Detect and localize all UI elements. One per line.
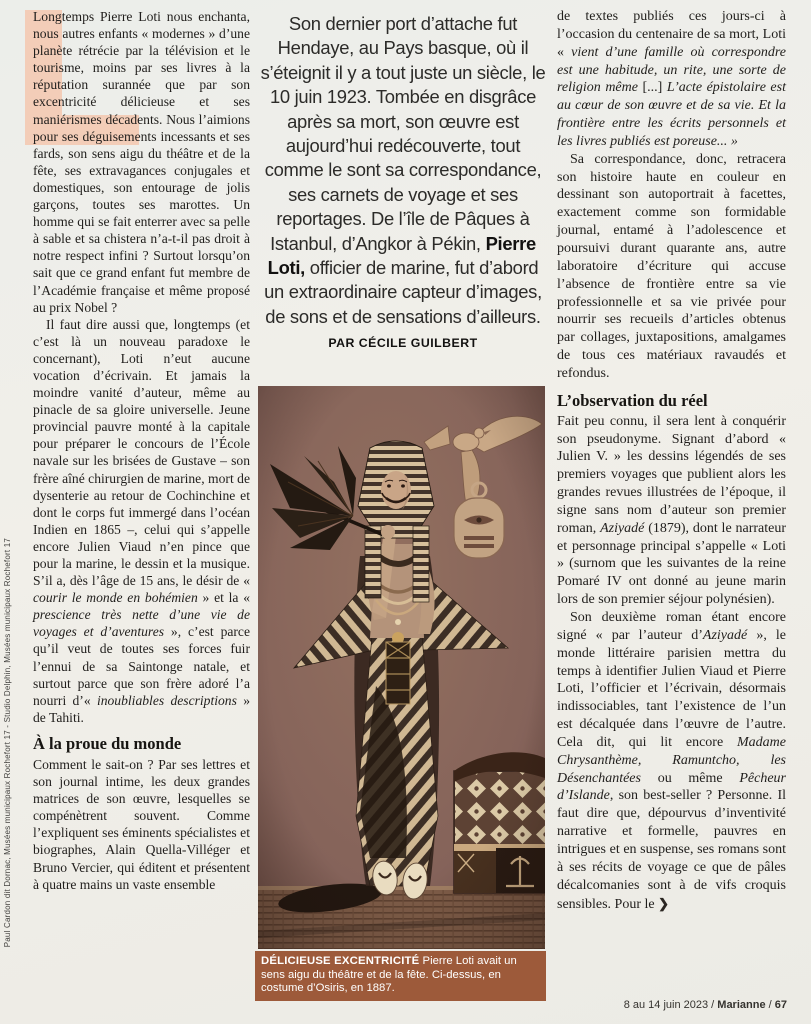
caption-label: DÉLICIEUSE EXCENTRICITÉ bbox=[261, 955, 420, 967]
photo-pierre-loti-osiris bbox=[258, 386, 545, 949]
paragraph: Fait peu connu, il sera lent à conquérir son pseudonyme. Signant d’abord « Julien V. » les dessins légendés de ses premiers voyages que publient alors les grandes revues illustrées de l’époque, il signe sans nom d’auteur son premier roman, Aziyadé (1879), dont le narrateur et personnage principal s’appelle « Loti » (surnom que les suivantes de la reine Pomaré IV ont donné au jeune marin lors de son premier séjour polynésien). bbox=[557, 413, 786, 608]
footer-separator: / bbox=[765, 999, 775, 1011]
paragraph: Il faut dire aussi que, longtemps (et c’est là un nouveau paradoxe le concernant), Loti n’eut aucune vocation d’écrivain. Et jamais la moindre vanité d’auteur, même au pinacle de sa gloire universelle. Jeune provincial pauvre monté à la capitale pour préparer le concours de l’École navale sur les brisées de Gustave – son frère aîné chirurgien de marine, mort de dysenterie au retour de Cochinchine et dont le corps fut immergé dans l’océan Indien en 1865 –, celui qui s’appelle encore Julien Viaud n’en pince que pour la marine, le dessin et la musique. S’il a, dès l’âge de 15 ans, le désir de « courir le monde en bohémien » et la « prescience très nette d’une vie de voyages et d’aventures », c’est parce qu’il veut de toutes ses forces fuir l’ennui de sa Saintonge natale, et surtout parce que son frère adoré l’a nourri d’« inoubliables descriptions » de Tahiti. bbox=[33, 316, 250, 725]
byline: PAR CÉCILE GUILBERT bbox=[328, 336, 478, 351]
paragraph: de textes publiés ces jours-ci à l’occasion du centenaire de sa mort, Loti « vient d’une famille où correspondre est une habitude, un rite, une sorte de religion même [...] L’acte épistolaire est au cœur de son œuvre et de sa vie. Et la frontière entre les écrits personnels et les livres publiés est poreuse... » bbox=[557, 9, 786, 149]
standfirst-text: Son dernier port d’attache fut Hendaye, au Pays basque, où il s’éteignit il y a tout juste un siècle, le 10 juin 1923. Tombée en disgrâce après sa mort, son œuvre est aujourd’hui redécouverte, tout comme le sont sa correspondance, ses carnets de voyage et ses reportages. De l’île de Pâques à Istanbul, d’Angkor à Pékin, Pierre Loti, officier de marine, fut d’abord un extraordinaire capteur d’images, de sons et de sensations d’ailleurs. bbox=[260, 13, 546, 327]
photo-vignette bbox=[258, 386, 545, 949]
article-column-left bbox=[33, 8, 250, 893]
article-column-right bbox=[557, 8, 786, 913]
section-heading-proue-du-monde: À la proue du monde bbox=[33, 733, 182, 753]
paragraph-text: Son deuxième roman étant encore signé « par l’auteur d’Aziyadé », le monde littéraire parisien mettra du temps à identifier Julien Viaud et Pierre Loti, l’officier et l’écrivain, désormais indissociables, tant l’existence de l’un est décalquée dans l’œuvre de l’autre. Cela dit, qui lit encore Madame Chrysanthème, Ramuntcho, les Désenchantées ou même Pêcheur d’Islande, son best-seller ? Personne. Il faut dire que, dépourvus d’inventivité narrative et formelle, pauvres en intrigues et en suspense, ses romans sont à ses récits de voyage ce que de pâles décalcomanies sont à de vifs croquis sensibles. Pour le bbox=[557, 610, 786, 912]
footer-magazine-name: Marianne bbox=[717, 999, 766, 1011]
photo-credit: Paul Cardon dit Dornac, Musées municipaux Rochefort 17 - Studio Delphin, Musées municipaux Rochefort 17 bbox=[3, 538, 12, 948]
caption-bar bbox=[255, 951, 546, 1001]
footer-date: 8 au 14 juin 2023 / bbox=[623, 999, 718, 1011]
osiris-photo-illustration bbox=[258, 386, 545, 949]
standfirst-intro bbox=[258, 12, 548, 356]
caption-text: Pierre Loti avait un sens aigu du théâtre et de la fête. Ci-dessus, en costume d’Osiris, en 1887. bbox=[261, 955, 517, 995]
paragraph-opening: Longtemps Pierre Loti nous enchanta, nous autres enfants « modernes » d’une planète rétrécie par la télévision et le tourisme, moins par ses livres à la réputation surannée que par son excentricité délicieuse et ses maniérismes décadents. Nous l’aimions pour ses déguisements incessants et ses fards, son sens aigu du théâtre et de la fête, ses extravagances conjugales et domestiques, son entourage de jolis garçons, toutes ses marottes. Un homme qui se fait enterrer avec sa pelle à sable et sa chistera n’a-t-il pas droit à notre respect infini ? Surtout lorsqu’on sait que ce grand enfant fut membre de l’Académie française et même proposé au prix Nobel ? bbox=[33, 9, 250, 315]
paragraph bbox=[557, 609, 786, 913]
paragraph: Comment le sait-on ? Par ses lettres et son journal intime, les deux grandes matrices de son œuvre, lesquelles se compénètrent souvent. Comme l’expliquent ses éminents spécialistes et biographes, Alain Quella-Villéger et Bruno Vercier, qui éditent et présentent à quatre mains un vaste ensemble bbox=[33, 756, 250, 892]
footer-page-number: 67 bbox=[774, 999, 787, 1011]
page-footer bbox=[624, 999, 787, 1011]
paragraph: Sa correspondance, donc, retracera son histoire haute en couleur en dessinant son autoportrait à facettes, exactement comme son formidable journal, entamé à l’adolescence et poursuivi durant quarante ans, autre laboratoire d’écriture qui accuse l’absence de frontière entre sa vie professionnelle et sa vie privée pour nourrir ses recueils d’articles obtenus par collages, juxtapositions, amalgames de tous ces matériaux ravaudés et refondus. bbox=[557, 151, 786, 381]
continuation-arrow-icon: ❯ bbox=[658, 895, 670, 911]
section-heading-observation-du-reel: L’observation du réel bbox=[557, 390, 708, 410]
